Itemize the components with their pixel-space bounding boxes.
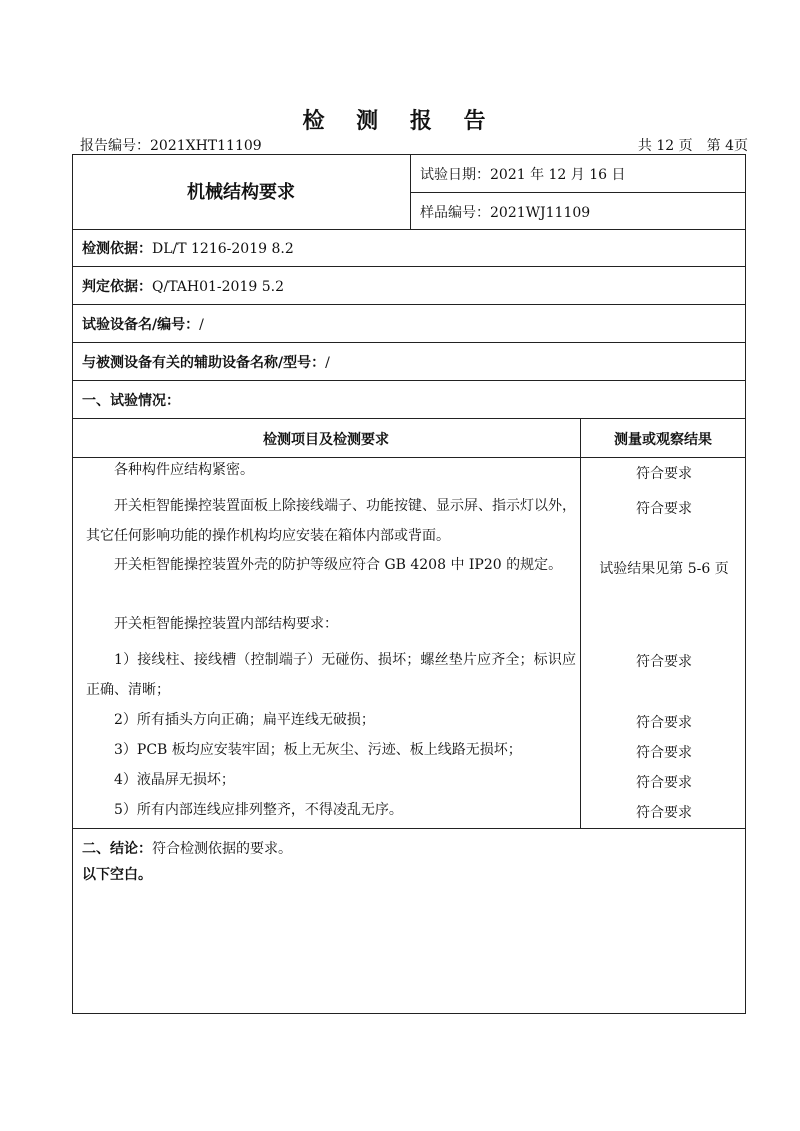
- aux-equipment-value: /: [325, 355, 330, 371]
- page-count: 共 12 页 第 4页: [637, 138, 748, 154]
- rule-equipment: [72, 342, 746, 343]
- result-row-3: 试验结果见第 5-6 页: [599, 561, 729, 577]
- equipment-label: 试验设备名/编号：: [82, 317, 200, 333]
- item-row-6: 2）所有插头方向正确；扁平连线无破损；: [114, 712, 375, 728]
- report-number: 报告编号：2021XHT11109: [80, 138, 262, 154]
- report-title: 检 测 报 告: [302, 108, 498, 134]
- sample-number: 样品编号：2021WJ11109: [420, 205, 591, 221]
- result-row-8: 符合要求: [636, 775, 692, 791]
- category-title: 机械结构要求: [187, 182, 295, 203]
- result-row-7: 符合要求: [636, 745, 692, 761]
- rule-header: [72, 229, 746, 230]
- item-row-7: 3）PCB 板均应安装牢固；板上无灰尘、污迹、板上线路无损坏；: [114, 742, 522, 758]
- result-row-9: 符合要求: [636, 805, 692, 821]
- item-row-1: 各种构件应结构紧密。: [114, 462, 254, 478]
- rule-section2: [72, 828, 746, 829]
- result-row-1: 符合要求: [636, 466, 692, 482]
- column-header-result: 测量或观察结果: [614, 432, 712, 448]
- aux-equipment-label: 与被测设备有关的辅助设备名称/型号：: [82, 355, 326, 371]
- item-row-3: 开关柜智能操控装置外壳的防护等级应符合 GB 4208 中 IP20 的规定。: [114, 557, 563, 573]
- section1-title: 一、试验情况：: [82, 393, 180, 409]
- result-row-2: 符合要求: [636, 501, 692, 517]
- test-basis-row: [82, 238, 294, 258]
- item-row-5: 1）接线柱、接线槽（控制端子）无碰伤、损坏；螺丝垫片应齐全；标识应正确、清晰；: [86, 652, 576, 698]
- conclusion-text: 符合检测依据的要求。: [152, 841, 292, 857]
- rule-header-divider: [410, 154, 411, 229]
- rule-result-divider: [580, 418, 581, 828]
- judge-basis-value: Q/TAH01-2019 5.2: [152, 279, 284, 295]
- judge-basis-row: [82, 276, 284, 296]
- section2-title: 二、结论：: [82, 841, 152, 857]
- equipment-value: /: [199, 317, 204, 333]
- item-row-4: 开关柜智能操控装置内部结构要求：: [114, 616, 338, 632]
- rule-aux: [72, 380, 746, 381]
- equipment-row: [82, 314, 204, 334]
- rule-section1: [72, 418, 746, 419]
- test-basis-label: 检测依据：: [82, 241, 152, 257]
- column-header-item: 检测项目及检测要求: [263, 432, 389, 448]
- rule-judge: [72, 304, 746, 305]
- result-row-6: 符合要求: [636, 715, 692, 731]
- rule-date-sample: [410, 192, 746, 193]
- test-basis-value: DL/T 1216-2019 8.2: [152, 241, 294, 257]
- test-date: 试验日期：2021 年 12 月 16 日: [420, 167, 626, 183]
- rule-basis: [72, 266, 746, 267]
- conclusion-row: [82, 838, 292, 858]
- judge-basis-label: 判定依据：: [82, 279, 152, 295]
- item-row-8: 4）液晶屏无损坏；: [114, 772, 235, 788]
- item-row-9: 5）所有内部连线应排列整齐，不得凌乱无序。: [114, 802, 403, 818]
- result-row-5: 符合要求: [636, 654, 692, 670]
- item-row-2: 开关柜智能操控装置面板上除接线端子、功能按键、显示屏、指示灯以外，其它任何影响功能的操作机构均应安装在箱体内部或背面。: [86, 498, 576, 544]
- blank-note: 以下空白。: [82, 867, 152, 883]
- aux-equipment-row: [82, 352, 330, 372]
